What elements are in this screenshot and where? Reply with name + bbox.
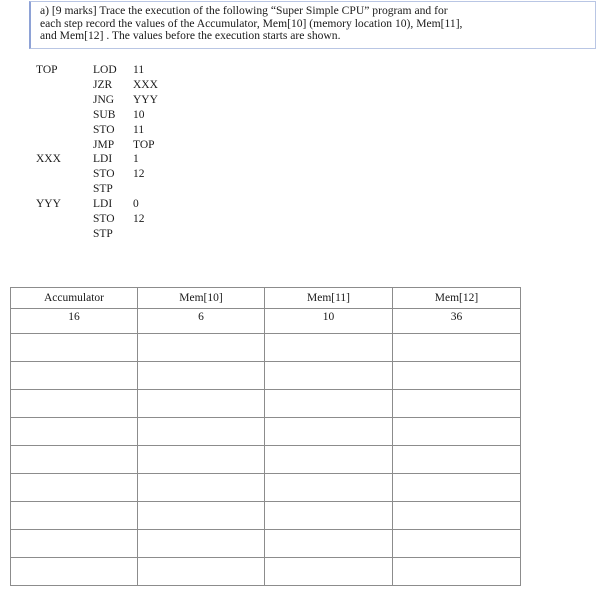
- question-line-1: a) [9 marks] Trace the execution of the following “Super Simple CPU” program and for: [40, 4, 448, 17]
- table-row: [11, 530, 521, 558]
- table-cell[interactable]: [393, 502, 521, 530]
- table-cell[interactable]: [138, 446, 265, 474]
- program-opcode: STO: [93, 213, 115, 225]
- table-cell[interactable]: 36: [393, 309, 521, 334]
- table-row: [11, 334, 521, 362]
- program-operand: 1: [133, 153, 139, 165]
- table-row: [11, 418, 521, 446]
- table-cell[interactable]: [393, 418, 521, 446]
- table-cell[interactable]: 6: [138, 309, 265, 334]
- table-cell[interactable]: [11, 502, 138, 530]
- table-cell[interactable]: [393, 446, 521, 474]
- table-cell[interactable]: [393, 558, 521, 586]
- table-cell[interactable]: [265, 334, 393, 362]
- program-operand: 12: [133, 168, 145, 180]
- program-opcode: STO: [93, 168, 115, 180]
- program-operand: 11: [133, 64, 145, 76]
- table-cell[interactable]: [138, 474, 265, 502]
- program-operand: 12: [133, 213, 145, 225]
- trace-table: [10, 287, 521, 586]
- mem11-header: Mem[11]: [265, 288, 393, 309]
- table-row: [11, 502, 521, 530]
- program-opcode: JMP: [93, 139, 115, 151]
- table-cell[interactable]: [138, 502, 265, 530]
- question-text-box: [29, 1, 596, 49]
- program-opcode: SUB: [93, 109, 116, 121]
- table-cell[interactable]: [265, 474, 393, 502]
- table-cell[interactable]: 10: [265, 309, 393, 334]
- table-cell[interactable]: [393, 474, 521, 502]
- table-cell[interactable]: [265, 418, 393, 446]
- program-operand: 11: [133, 124, 145, 136]
- table-cell[interactable]: [265, 446, 393, 474]
- table-cell[interactable]: [138, 418, 265, 446]
- program-operand: XXX: [133, 79, 158, 91]
- table-cell[interactable]: [138, 362, 265, 390]
- question-line-2: each step record the values of the Accumulator, Mem[10] (memory location 10), Mem[11],: [40, 16, 463, 30]
- mem10-header: Mem[10]: [138, 288, 265, 309]
- program-operand: TOP: [133, 139, 155, 151]
- question-line-3: and Mem[12] . The values before the execution starts are shown.: [40, 29, 341, 43]
- table-header-row: [11, 288, 521, 309]
- table-cell[interactable]: 16: [11, 309, 138, 334]
- table-cell[interactable]: [138, 558, 265, 586]
- table-cell[interactable]: [138, 390, 265, 418]
- table-row: [11, 558, 521, 586]
- program-operand: 10: [133, 109, 145, 121]
- program-label: XXX: [36, 153, 61, 165]
- table-cell[interactable]: [393, 530, 521, 558]
- program-opcode: STO: [93, 124, 115, 136]
- table-cell[interactable]: [265, 362, 393, 390]
- table-cell[interactable]: [11, 362, 138, 390]
- program-opcode: LOD: [93, 64, 117, 76]
- table-cell[interactable]: [265, 558, 393, 586]
- table-cell[interactable]: [11, 390, 138, 418]
- table-cell[interactable]: [265, 390, 393, 418]
- table-cell[interactable]: [265, 530, 393, 558]
- program-operand: YYY: [133, 94, 158, 106]
- table-cell[interactable]: [11, 418, 138, 446]
- program-opcode: JZR: [93, 79, 113, 91]
- table-cell[interactable]: [393, 362, 521, 390]
- table-cell[interactable]: [393, 390, 521, 418]
- table-row: [11, 362, 521, 390]
- table-cell[interactable]: [265, 502, 393, 530]
- table-cell[interactable]: [393, 334, 521, 362]
- program-opcode: LDI: [93, 198, 113, 210]
- table-row: [11, 446, 521, 474]
- program-opcode: JNG: [93, 94, 115, 106]
- table-cell[interactable]: [11, 530, 138, 558]
- program-opcode: STP: [93, 228, 113, 240]
- program-opcode: STP: [93, 183, 113, 195]
- program-label: YYY: [36, 198, 61, 210]
- mem12-header: Mem[12]: [393, 288, 521, 309]
- table-row: [11, 390, 521, 418]
- table-cell[interactable]: [11, 474, 138, 502]
- program-label: TOP: [36, 64, 58, 76]
- table-row: [11, 309, 521, 334]
- table-row: [11, 474, 521, 502]
- accumulator-header: Accumulator: [11, 288, 138, 309]
- program-opcode: LDI: [93, 153, 113, 165]
- table-cell[interactable]: [11, 334, 138, 362]
- program-operand: 0: [133, 198, 139, 210]
- table-cell[interactable]: [138, 530, 265, 558]
- table-cell[interactable]: [11, 558, 138, 586]
- table-cell[interactable]: [11, 446, 138, 474]
- table-cell[interactable]: [138, 334, 265, 362]
